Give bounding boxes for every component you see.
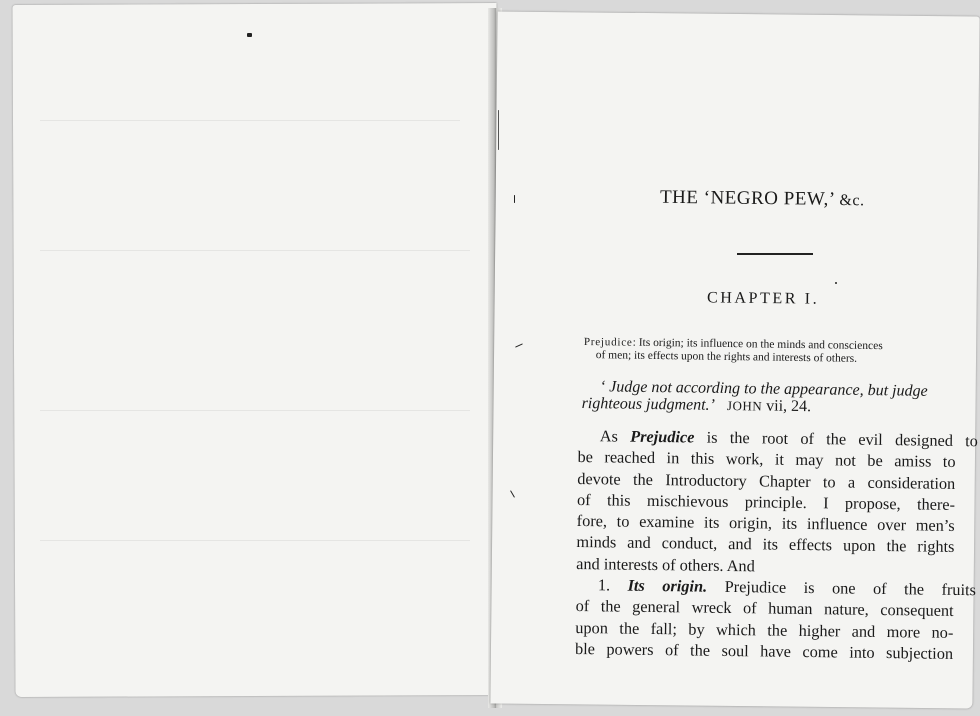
body-line-text: is the root of the evil designed to xyxy=(694,427,978,451)
epigraph-line-1: ‘ Judge not according to the appearance, but judge xyxy=(599,378,928,400)
summary-line-1: : Its origin; its influence on the minds and consciences xyxy=(632,336,883,353)
ink-speck xyxy=(835,282,837,284)
epigraph-reference-name: JOHN xyxy=(726,398,763,414)
bleed-through-line xyxy=(40,250,470,251)
bleed-through-line xyxy=(40,540,470,541)
chapter-summary xyxy=(584,336,883,366)
body-line-text: As xyxy=(599,426,631,446)
body-line: of the general wreck of human nature, consequent xyxy=(575,596,954,621)
summary-lead: Prejudice xyxy=(583,336,633,349)
body-line: upon the fall; by which the higher and more no- xyxy=(575,617,954,642)
body-line: of this mischievous principle. I propose, there- xyxy=(576,489,956,514)
body-line: fore, to examine its origin, its influence over men’s xyxy=(576,511,955,536)
body-line: and interests of others. And xyxy=(576,553,755,576)
body-line-emphasis: Its origin. xyxy=(627,575,708,596)
epigraph-line-2: righteous judgment.’ xyxy=(581,394,716,414)
body-line-text: Prejudice is one of the fruits xyxy=(707,576,977,600)
body-text xyxy=(575,425,978,664)
epigraph xyxy=(582,378,928,417)
body-line: devote the Introductory Chapter to a consideration xyxy=(577,468,956,493)
epigraph-reference-location: vii, 24. xyxy=(766,397,812,416)
running-title-suffix: &c. xyxy=(839,191,865,210)
body-line-emphasis: Prejudice xyxy=(630,426,695,447)
ink-mark xyxy=(514,195,515,203)
left-page-blank xyxy=(12,3,499,697)
bleed-through-line xyxy=(40,410,470,411)
body-line: be reached in this work, it may not be amiss to xyxy=(577,447,956,472)
body-line: minds and conduct, and its effects upon the rights xyxy=(576,532,955,557)
running-title-text: THE ‘NEGRO PEW,’ xyxy=(659,186,835,210)
ink-speck xyxy=(247,33,252,37)
bleed-through-line xyxy=(40,120,460,121)
summary-line-2: of men; its effects upon the rights and interests of others. xyxy=(595,349,858,365)
running-title xyxy=(660,187,865,211)
body-line: ble powers of the soul have come into subjection xyxy=(574,638,954,663)
title-rule xyxy=(737,253,813,255)
chapter-heading: CHAPTER I. xyxy=(706,289,820,308)
gutter-shadow-mark xyxy=(498,110,499,150)
body-line-text: 1. xyxy=(597,575,628,595)
